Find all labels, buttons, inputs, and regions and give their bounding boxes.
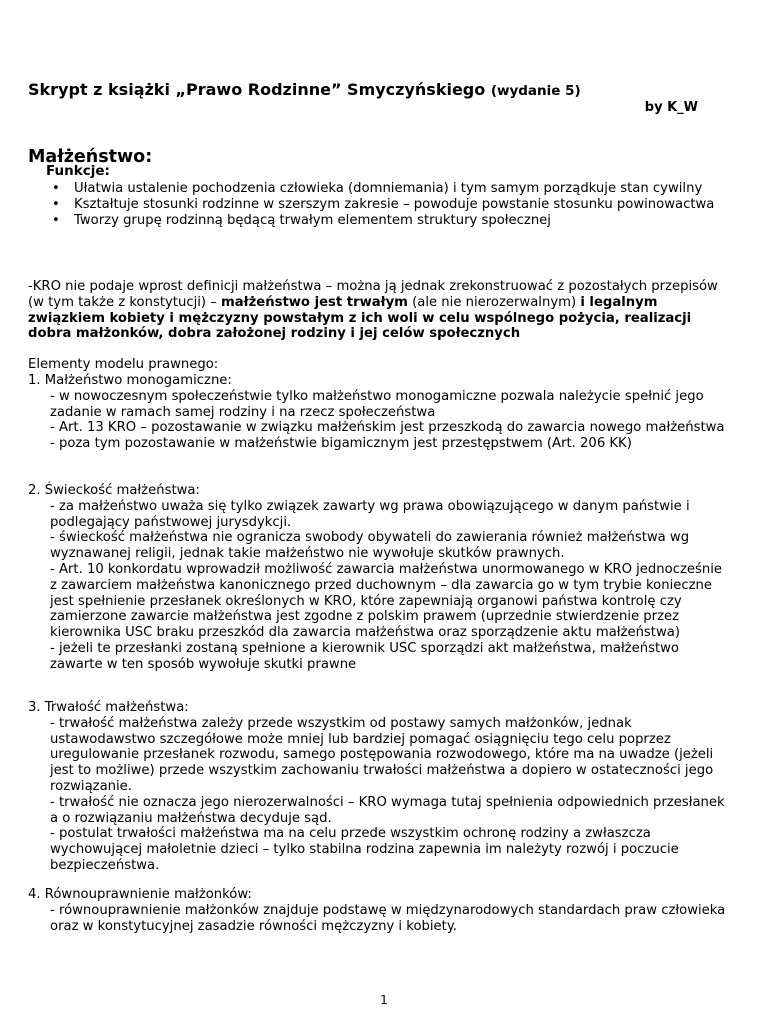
- definition-bold-part: małżeństwo jest trwałym: [221, 294, 408, 310]
- functions-item: • Ułatwia ustalenie pochodzenia człowieka (domniemania) i tym samym porządkuje stan cywilny: [28, 181, 728, 197]
- section-equality: [28, 887, 728, 934]
- section-item: - postulat trwałości małżeństwa ma na celu przede wszystkim ochronę rodziny a zwłaszcza wychowującej małoletnie dzieci – tylko stabilna rodzina zapewnia im należyty rozwój i poczucie bezpieczeństwa.: [50, 826, 679, 873]
- author-signature: by K_W: [644, 100, 698, 115]
- functions-item: • Tworzy grupę rodzinną będącą trwałym elementem struktury społecznej: [28, 213, 728, 229]
- section-title: 1. Małżeństwo monogamiczne:: [28, 373, 232, 388]
- document-title: [28, 80, 728, 101]
- section-item: - w nowoczesnym społeczeństwie tylko małżeństwo monogamiczne pozwala należycie spełnić jego zadanie w ramach samej rodziny i na rzecz społeczeństwa: [50, 388, 704, 420]
- section-item: - trwałość nie oznacza jego nierozerwalności – KRO wymaga tutaj spełnienia odpowiednich przesłanek a o rozwiązaniu małżeństwa decyduje sąd.: [50, 794, 725, 826]
- section-durability: [28, 700, 728, 874]
- edition-text: (wydanie 5): [490, 83, 581, 99]
- section-item: - równouprawnienie małżonków znajduje podstawę w międzynarodowych standardach praw człowieka oraz w konstytucyjnej zasadzie równości mężczyzny i kobiety.: [50, 902, 726, 934]
- definition-part: -KRO nie podaje wprost definicji małżeństwa – można ją jednak zrekonstruować z pozostałych przepisów (w tym także z konstytucji) –: [28, 279, 718, 310]
- section-item: - poza tym pozostawanie w małżeństwie bigamicznym jest przestępstwem (Art. 206 KK): [50, 436, 632, 452]
- section-item: - Art. 13 KRO – pozostawanie w związku małżeńskim jest przeszkodą do zawarcia nowego małżeństwa: [50, 420, 725, 436]
- definition-bold-part: i legalnym związkiem kobiety i mężczyzny powstałym z ich woli w celu wspólnego pożycia, realizacji dobra małżonków, dobra założonej rodziny i jej celów społecznych: [28, 294, 692, 342]
- section-secularity: [28, 483, 728, 673]
- section-item: - Art. 10 konkordatu wprowadził możliwość zawarcia małżeństwa unormowanego w KRO jednocześnie z zawarciem małżeństwa kanonicznego przed duchownym – dla zawarcia go w tym trybie konieczne jest spełnienie przesłanek określonych w KRO, które zapewniają organowi państwa kontrolę czy zamierzone zawarcie małżeństwa jest zgodne z polskim prawem (uprzednie stwierdzenie przez kierownika USC braku przeszkód dla zawarcia małżeństwa oraz sporządzenie aktu małżeństwa): [50, 561, 723, 641]
- page-number: 1: [380, 993, 388, 1007]
- section-item: - trwałość małżeństwa zależy przede wszystkim od postawy samych małżonków, jednak ustawodawstwo szczegółowe może mniej lub bardziej pomagać osiągnięciu tego celu poprzez uregulowanie przesłanek rozwodu, samego postępowania rozwodowego, które ma na uwadze (jeżeli jest to możliwe) przede wszystkim zachowaniu trwałości małżeństwa a dopiero w ostateczności jego rozwiązanie.: [50, 715, 714, 794]
- section-item: - za małżeństwo uważa się tylko związek zawarty wg prawa obowiązującego w danym państwie i podlegający państwowej jurysdykcji.: [50, 498, 690, 530]
- section-monogamy: [28, 373, 728, 452]
- section-item: - jeżeli te przesłanki zostaną spełnione a kierownik USC sporządzi akt małżeństwa, małżeństwo zawarte w ten sposób wywołuje skutki prawne: [50, 640, 679, 672]
- functions-label: Funkcje:: [46, 163, 110, 179]
- model-intro: Elementy modelu prawnego:: [28, 357, 219, 372]
- definition-paragraph: [28, 279, 728, 342]
- functions-list: [28, 181, 728, 228]
- definition-part: (ale nie nierozerwalnym): [407, 294, 581, 310]
- section-title: 4. Równouprawnienie małżonków:: [28, 887, 252, 902]
- section-heading: Małżeństwo:: [28, 147, 153, 167]
- section-title: 2. Świeckość małżeństwa:: [28, 483, 200, 498]
- title-text: Skrypt z książki „Prawo Rodzinne” Smyczyńskiego: [28, 80, 491, 99]
- functions-item: • Kształtuje stosunki rodzinne w szerszym zakresie – powoduje powstanie stosunku powinowactwa: [28, 197, 728, 213]
- section-item: - świeckość małżeństwa nie ogranicza swobody obywateli do zawierania również małżeństwa wg wyznawanej religii, jednak takie małżeństwo nie wywołuje skutków prawnych.: [50, 530, 690, 562]
- section-title: 3. Trwałość małżeństwa:: [28, 700, 189, 715]
